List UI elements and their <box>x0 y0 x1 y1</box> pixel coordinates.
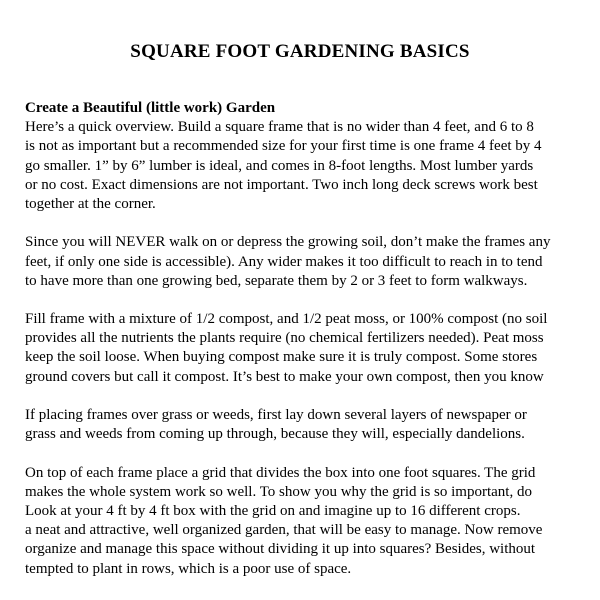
paragraph-overview <box>25 118 600 214</box>
paragraph-gap <box>25 387 600 406</box>
document-body <box>25 99 600 579</box>
paragraph-newspaper <box>25 406 600 444</box>
paragraph-compost <box>25 310 600 387</box>
text-line: go smaller. 1” by 6” lumber is ideal, and comes in 8-foot lengths. Most lumber yards <box>25 157 534 174</box>
text-line: is not as important but a recommended size for your first time is one frame 4 feet by 4 <box>25 138 542 155</box>
paragraph-walkways <box>25 233 600 291</box>
text-line: organize and manage this space without dividing it up into squares? Besides, without <box>25 541 536 558</box>
text-line: If placing frames over grass or weeds, first lay down several layers of newspaper or <box>25 407 527 423</box>
text-line: or no cost. Exact dimensions are not important. Two inch long deck screws work best <box>25 176 538 193</box>
text-line: ground covers but call it compost. It’s best to make your own compost, then you know <box>25 368 544 385</box>
paragraph-grid <box>25 464 600 579</box>
text-line: Fill frame with a mixture of 1/2 compost, and 1/2 peat moss, or 100% compost (no soil <box>25 311 548 328</box>
text-line: Here’s a quick overview. Build a square frame that is no wider than 4 feet, and 6 to 8 <box>25 119 534 136</box>
text-line: keep the soil loose. When buying compost make sure it is truly compost. Some stores <box>25 349 538 366</box>
paragraph-gap <box>25 291 600 310</box>
paragraph-gap <box>25 214 600 233</box>
text-line: feet, if only one side is accessible). Any wider makes it too difficult to reach in to tend <box>25 253 543 270</box>
text-line: to have more than one growing bed, separate them by 2 or 3 feet to form walkways. <box>25 272 528 289</box>
text-line: makes the whole system work so well. To show you why the grid is so important, do <box>25 483 532 500</box>
text-line: grass and weeds from coming up through, because they will, especially dandelions. <box>25 426 525 443</box>
text-line: On top of each frame place a grid that divides the box into one foot squares. The grid <box>25 464 536 481</box>
text-line: tempted to plant in rows, which is a poor use of space. <box>25 560 352 577</box>
text-line: Since you will NEVER walk on or depress the growing soil, don’t make the frames any <box>25 234 551 251</box>
text-line: a neat and attractive, well organized garden, that will be easy to manage. Now remove <box>25 522 543 539</box>
section-heading: Create a Beautiful (little work) Garden <box>25 100 276 116</box>
paragraph-gap <box>25 444 600 463</box>
text-line: together at the corner. <box>25 195 156 212</box>
text-line: Look at your 4 ft by 4 ft box with the grid on and imagine up to 16 different crops. <box>25 502 521 519</box>
page-title: SQUARE FOOT GARDENING BASICS <box>130 41 470 62</box>
text-line: provides all the nutrients the plants require (no chemical fertilizers needed). Peat moss <box>25 330 544 347</box>
